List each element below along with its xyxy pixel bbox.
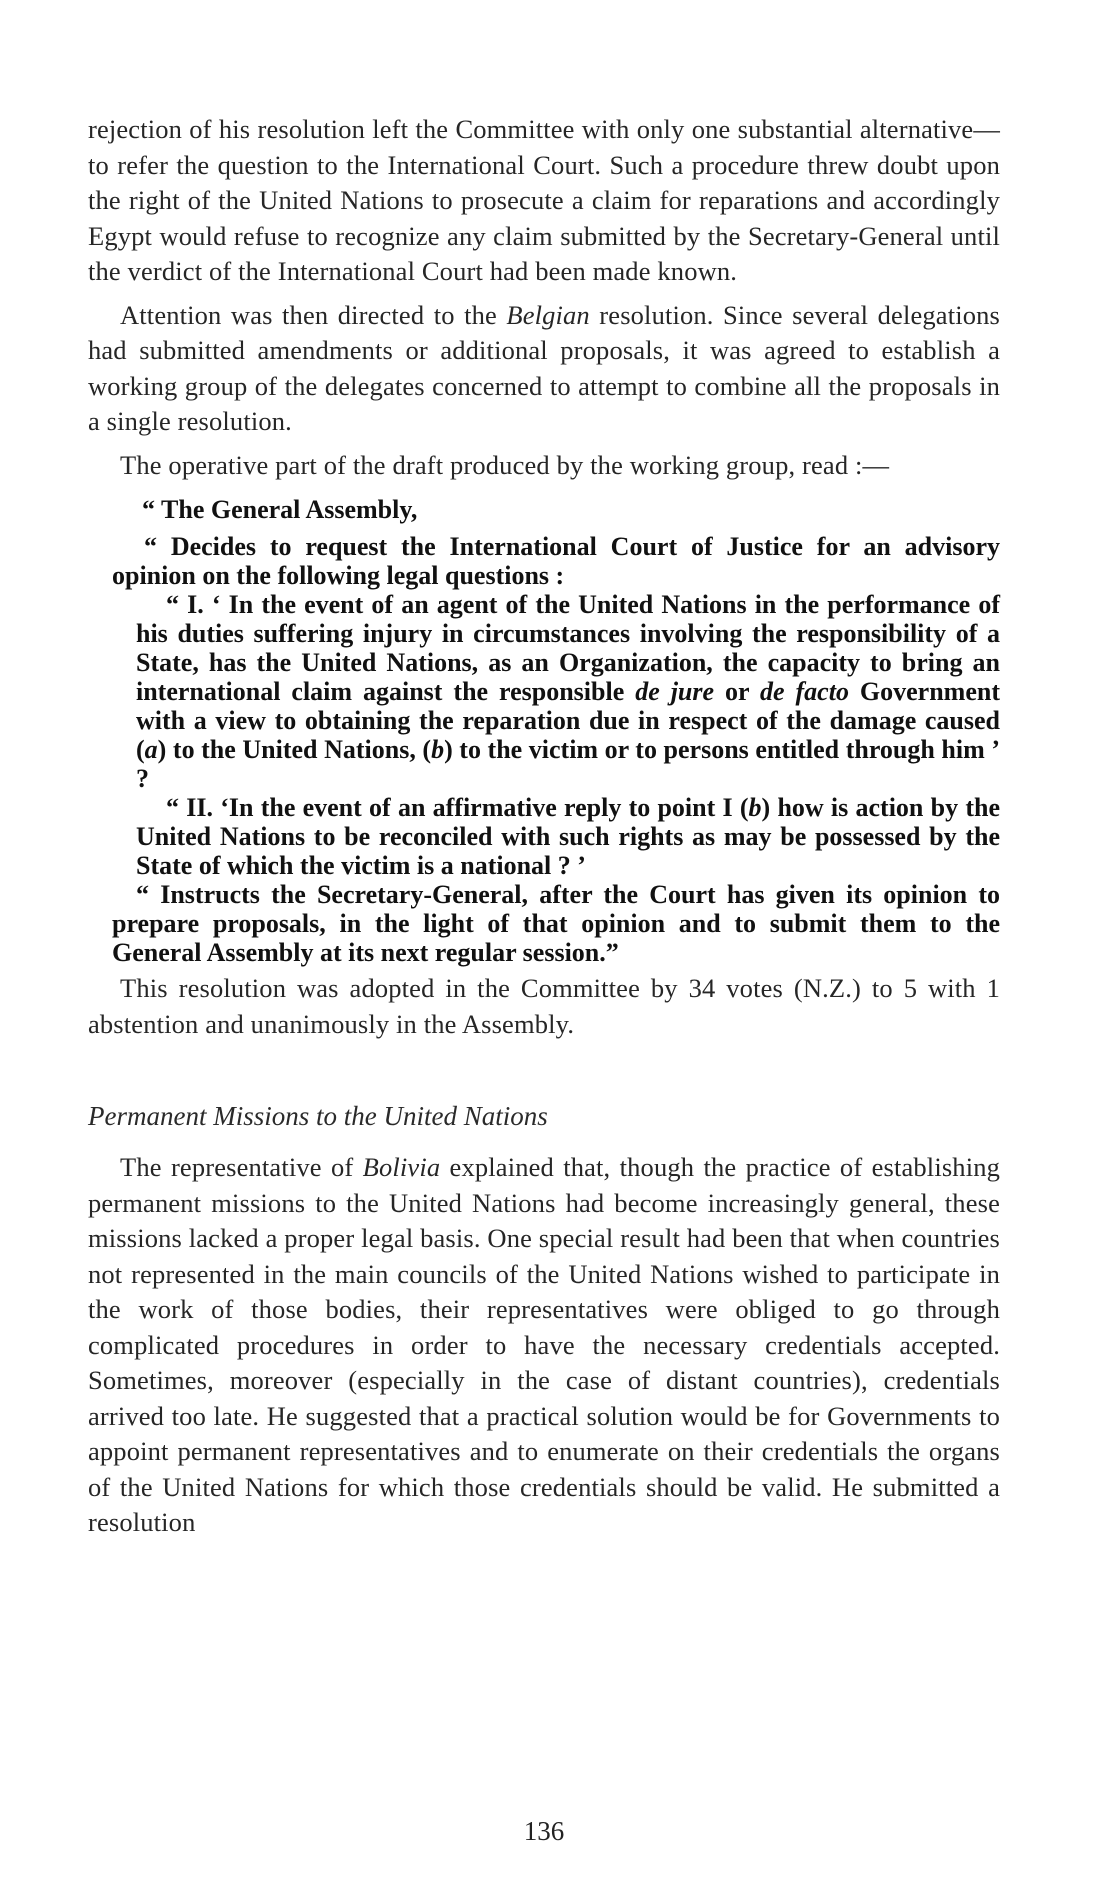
paragraph-text: resolution. Since several delegations had submitted amendments or additional proposals, it was agreed to establish a working group of the delegates concerned to attempt to combine all the proposals in a single resolution. [88, 299, 1000, 436]
italic-b: b [431, 735, 445, 764]
quote-general-assembly: “ The General Assembly, [142, 495, 418, 524]
quote-decides: “ Decides to request the International Court of Justice for an advisory opinion on the following legal questions : [112, 532, 1000, 590]
paragraph-belgian-resolution [88, 298, 1000, 440]
section-heading: Permanent Missions to the United Nations [88, 1101, 548, 1131]
quote-text: ) how is action by the United Nations to be reconciled with such rights as may be possessed by the State of which the victim is a national ? ’ [136, 793, 1000, 880]
italic-a: a [144, 735, 158, 764]
quote-question-one [88, 590, 1000, 793]
italic-de-facto: de facto [760, 677, 849, 706]
italic-de-jure: de jure [635, 677, 715, 706]
paragraph-adopted: This resolution was adopted in the Committee by 34 votes (N.Z.) to 5 with 1 abstention and unanimously in the Assembly. [88, 973, 1000, 1039]
italic-b: b [748, 793, 762, 822]
quote-text: “ II. ‘In the event of an affirmative reply to point I ( [166, 793, 749, 822]
paragraph-operative-part: The operative part of the draft produced by the working group, read :— [120, 449, 890, 480]
page-number: 136 [523, 1816, 565, 1846]
quote-text: or [714, 677, 761, 706]
italic-belgian: Belgian [506, 299, 590, 330]
quote-instructs: “ Instructs the Secretary-General, after the Court has given its opinion to prepare proposals, in the light of that opinion and to submit them to the General Assembly at its next regular session.” [112, 880, 1000, 967]
quote-question-two [88, 793, 1000, 880]
quote-text: ) to the United Nations, ( [157, 735, 432, 764]
paragraph-bolivia [88, 1150, 1000, 1541]
paragraph-text: The representative of [120, 1152, 363, 1182]
quote-text: ) to the victim or to persons entitled through him ’ ? [136, 735, 1000, 793]
paragraph-egypt-rejection: rejection of his resolution left the Committee with only one substantial alternative—to refer the question to the International Court. Such a procedure threw doubt upon the right of the United Nations to prosecute a claim for reparations and accordingly Egypt would refuse to recognize any claim submitted by the Secretary-General until the verdict of the International Court had been made known. [88, 114, 1000, 286]
page-body [88, 112, 1001, 1846]
paragraph-text: explained that, though the practice of establishing permanent missions to the United Nations had become increasingly general, these missions lacked a proper legal basis. One special result had been that when countries not represented in the main councils of the United Nations wished to participate in the work of those bodies, their representatives were obliged to go through complicated procedures in order to have the necessary credentials accepted. Sometimes, moreover (especially in the case of distant countries), credentials arrived too late. He suggested that a practical solution would be for Governments to appoint permanent representatives and to enumerate on their credentials the organs of the United Nations for which those credentials should be valid. He submitted a resolution [88, 1152, 1001, 1537]
quote-text: “ I. ‘ In the event of an agent of the United Nations in the performance of his duties suffering injury in circumstances involving the responsibility of a State, has the United Nations, as an Organization, the capacity to bring an international claim against the responsible [136, 590, 1000, 706]
quote-text: Government with a view to obtaining the reparation due in respect of the damage caused ( [136, 677, 1000, 764]
italic-bolivia: Bolivia [362, 1152, 441, 1182]
paragraph-text: Attention was then directed to the [120, 299, 507, 330]
